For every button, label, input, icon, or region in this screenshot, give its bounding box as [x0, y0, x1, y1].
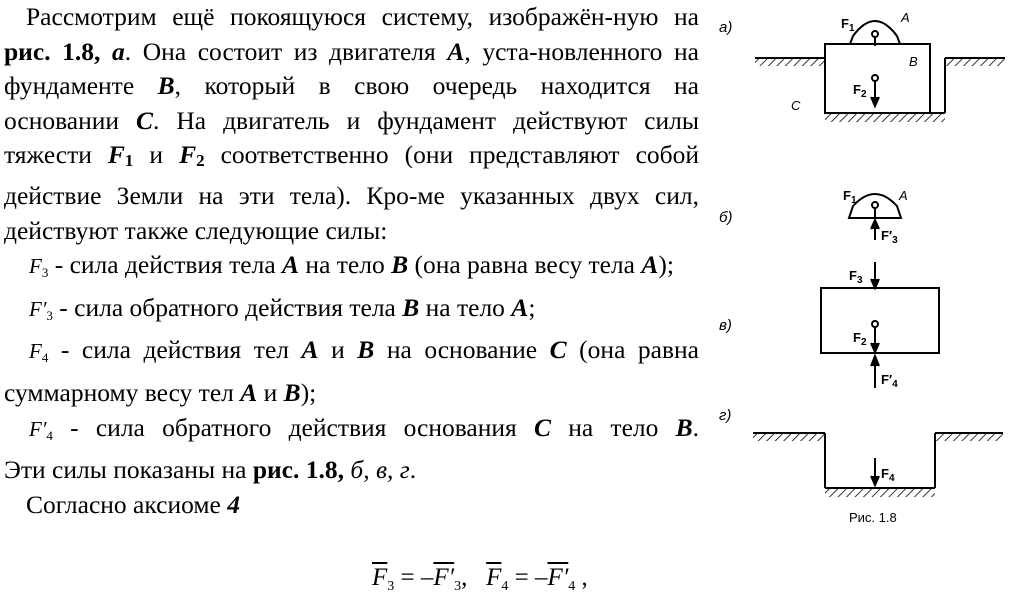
text-span: и [133, 140, 180, 170]
text-span: соответственно (они представляют собой действие Земли на эти тела). Кро-ме указанных двух сил, действуют также следующие силы: [4, 140, 700, 245]
axiom-line: Согласно аксиоме 4 [26, 489, 240, 519]
label-f4-prime: $F'_4$ [881, 372, 898, 390]
label-f4: $F_4$ [881, 466, 895, 484]
label-f1-b: $F_1$ [843, 188, 857, 206]
formula: $\overline{F}_3 = -F'_3$, $\overline{F}_4 = -F'_4$ , [372, 564, 588, 594]
panel-g-label: г) [719, 407, 732, 424]
text-span: , уста-новленного на фундаменте [4, 36, 699, 101]
item-f3-prime: $F'_3$ - сила обратного действия тела B на тело A; [4, 291, 699, 334]
forces-shown-line: Эти силы показаны на рис. 1.8, б, в, г. [4, 455, 417, 485]
panel-v-label: в) [719, 317, 732, 334]
panel-v-drawing [821, 262, 939, 388]
label-a-b: A [899, 188, 908, 203]
label-f1: $F_1$ [841, 16, 855, 34]
text-span: . На двигатель и фундамент действуют силы тяжести [4, 105, 700, 170]
figure-1-8 [715, 0, 1010, 530]
paragraph-intro [4, 0, 699, 248]
f4-prime: F′ [547, 564, 569, 591]
label-a: A [901, 10, 910, 25]
label-f2-v: $F_2$ [853, 330, 867, 348]
label-f3: $F_3$ [849, 268, 863, 286]
force-f1: F [107, 140, 125, 170]
force-f2-sub: 2 [196, 151, 205, 171]
body-a-label: A [447, 36, 465, 66]
figure-ref: рис. 1.8, [4, 36, 113, 66]
symbol-f4: $F_4$ [29, 339, 49, 366]
symbol-f3: $F_3$ [29, 254, 49, 281]
body-c-label: C [136, 105, 154, 135]
text-span: , который в свою очередь находится на основании [4, 71, 699, 135]
figure-caption: Рис. 1.8 [849, 510, 897, 525]
label-f2: $F_2$ [853, 82, 867, 100]
text-span: Рассмотрим ещё покоящуюся систему, изображён-ную на [26, 2, 699, 31]
symbol-f3-prime: $F'_3$ [29, 296, 53, 323]
item-f4: $F_4$ - сила действия тел A и B на основание C (она равна суммарному весу тел A и B); [4, 335, 699, 407]
symbol-f4-prime: $F'_4$ [29, 416, 53, 443]
item-f3: $F_3$ - сила действия тела A на тело B (она равна весу тела A); [4, 248, 699, 291]
item-f4-prime: $F'_4$ - сила обратного действия основания C на тело B. [4, 411, 699, 454]
force-f1-sub: 1 [124, 151, 134, 171]
f3-prime: F′ [433, 564, 455, 591]
label-f3-prime: $F'_3$ [881, 228, 898, 246]
panel-b-label: б) [719, 209, 733, 226]
panel-g-drawing [753, 433, 1003, 497]
figure-ref-letter: а [112, 36, 125, 66]
main-text [4, 0, 699, 522]
force-f2: F [179, 140, 197, 170]
panel-b-drawing [849, 194, 901, 240]
label-b: B [909, 54, 918, 69]
body-b-label: B [157, 71, 175, 101]
label-c: C [791, 98, 801, 113]
panel-a-label: а) [719, 19, 733, 36]
text-span: . Она состоит из двигателя [124, 36, 448, 66]
